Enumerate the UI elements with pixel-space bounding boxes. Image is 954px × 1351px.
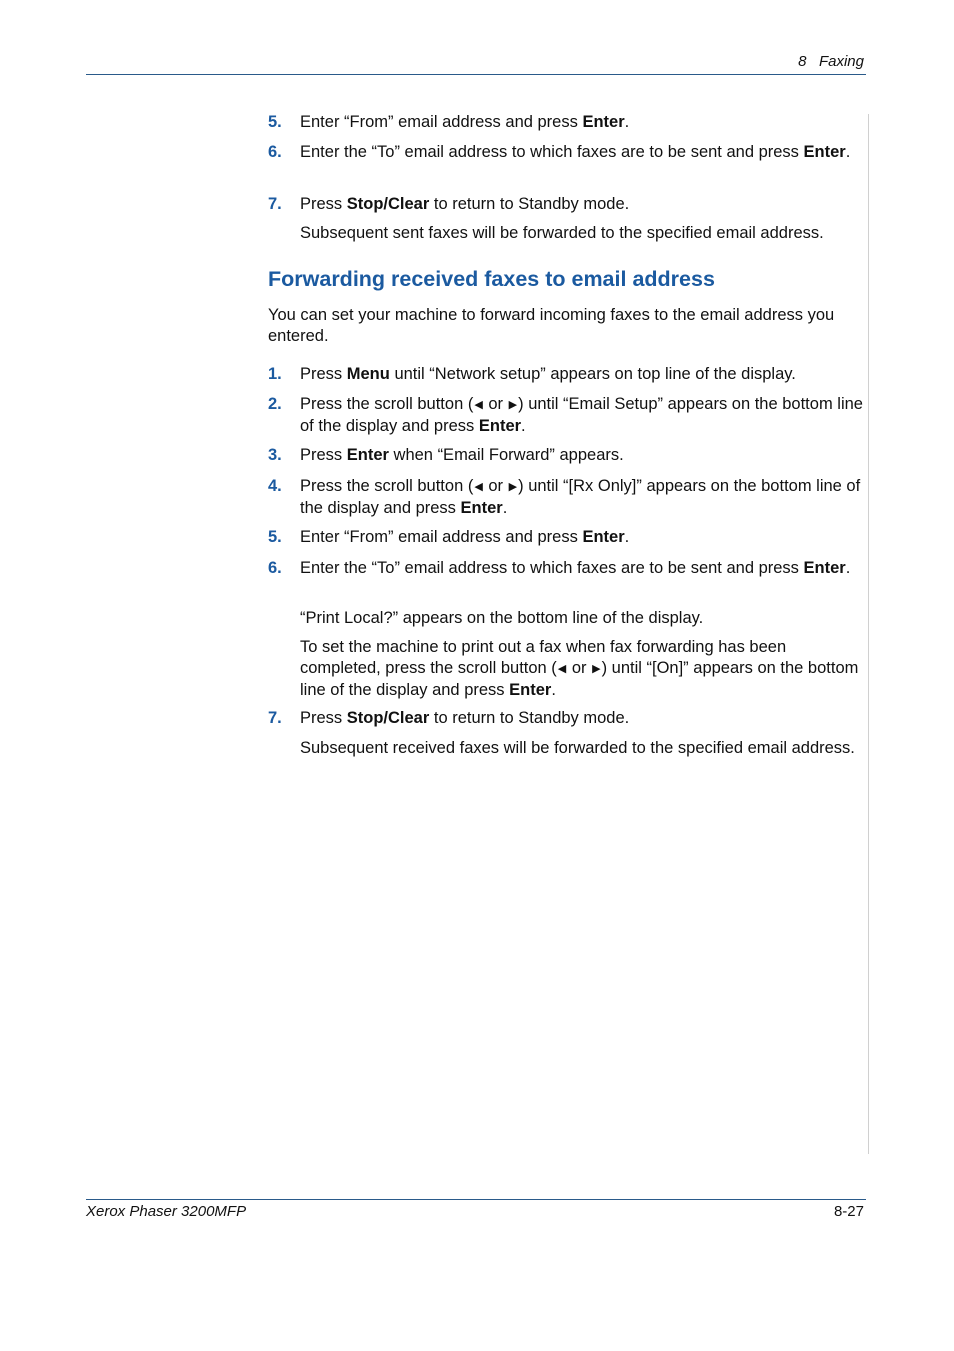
step-text: Press the scroll button (◀ or ▶) until “Email Setup” appears on the bottom line of the display and press Enter. [300,395,863,435]
step-text: Press Enter when “Email Forward” appears. [300,446,624,464]
step-text: Enter the “To” email address to which faxes are to be sent and press Enter. [300,559,851,577]
chapter-title: Faxing [818,53,864,70]
step-text: Press the scroll button (◀ or ▶) until “[Rx Only]” appears on the bottom line of the display and press Enter. [300,477,861,517]
step-number: 6. [268,143,282,161]
step-text: Press Stop/Clear to return to Standby mode. [300,195,630,213]
step-number: 5. [268,113,282,131]
print-local-note: “Print Local?” appears on the bottom line of the display. [300,609,704,627]
step-number: 4. [268,477,282,495]
scroll-left-arrow-icon: ◀ [474,399,483,411]
page-header [798,53,864,70]
scroll-right-arrow-icon: ▶ [508,481,518,493]
header-divider [86,74,866,75]
scroll-right-arrow-icon: ▶ [508,399,518,411]
step-number: 1. [268,365,282,383]
print-fax-note: To set the machine to print out a fax when fax forwarding has been completed, press the scroll button (◀ or ▶) until “[On]” appears on the bottom line of the display and press Enter. [300,638,859,699]
step-number: 6. [268,559,282,577]
step-number: 2. [268,395,282,413]
footer-product: Xerox Phaser 3200MFP [86,1203,247,1220]
chapter-number: 8 [798,53,807,70]
section-heading: Forwarding received faxes to email address [268,267,715,291]
step-number: 7. [268,195,282,213]
step-text: Enter the “To” email address to which faxes are to be sent and press Enter. [300,143,851,161]
step-number: 7. [268,709,282,727]
step-text: Press Menu until “Network setup” appears on top line of the display. [300,365,796,383]
step-number: 3. [268,446,282,464]
sent-forward-note: Subsequent sent faxes will be forwarded to the specified email address. [300,224,824,242]
page-number: 8-27 [833,1203,864,1220]
scroll-left-arrow-icon: ◀ [474,481,483,493]
footer-divider [86,1199,866,1200]
margin-rule [868,114,869,1154]
step-text: Enter “From” email address and press Enter. [300,113,630,131]
scroll-left-arrow-icon: ◀ [557,663,567,675]
step-number: 5. [268,528,282,546]
scroll-right-arrow-icon: ▶ [592,663,601,675]
step-text: Enter “From” email address and press Enter. [300,528,630,546]
step-text: Press Stop/Clear to return to Standby mode. [300,709,630,727]
received-forward-note: Subsequent received faxes will be forwarded to the specified email address. [300,739,855,757]
section-intro: You can set your machine to forward incoming faxes to the email address you entered. [268,306,835,345]
